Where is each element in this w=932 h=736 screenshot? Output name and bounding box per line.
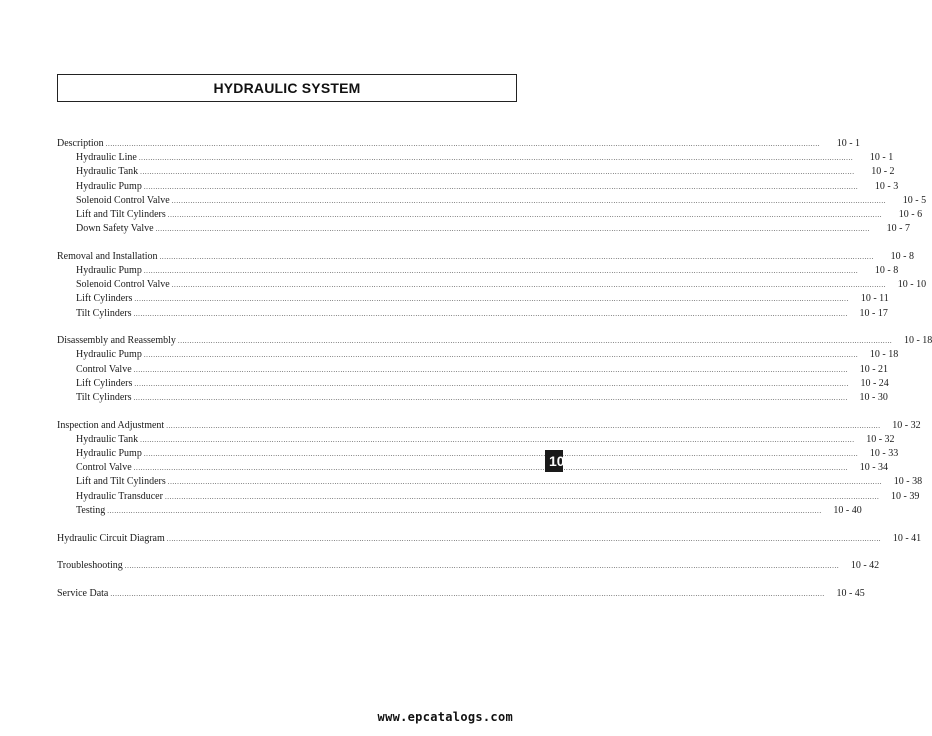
toc-dot-leader [172,194,886,208]
toc-page-number: 10 - 45 [836,587,865,599]
toc-page-number: 10 - 8 [874,265,899,276]
toc-entry-label: Hydraulic Pump [76,265,142,276]
toc-entry-label: Lift Cylinders [76,293,133,305]
toc-section [57,532,922,546]
toc-dot-leader [134,363,848,377]
toc-entry-label: Hydraulic Transducer [76,490,163,502]
toc-entry[interactable] [57,137,861,151]
toc-subentry[interactable] [57,490,920,504]
toc-subentry[interactable] [57,194,927,208]
toc-entry-label: Troubleshooting [57,560,123,572]
toc-page-number: 10 - 10 [897,279,927,291]
toc-entry-label: Lift and Tilt Cylinders [76,208,166,220]
toc-page-number: 10 - 32 [866,433,895,445]
toc-dot-leader [144,180,858,194]
toc-subentry[interactable] [57,363,889,377]
toc-page-number: 10 - 21 [859,363,889,375]
toc-page-number: 10 - 5 [902,194,927,206]
toc-page-number: 10 - 33 [869,448,899,460]
toc-page-number: 10 - 41 [892,532,922,544]
toc-entry-label: Disassembly and Reassembly [57,335,176,347]
toc-entry-label: Solenoid Control Valve [76,279,170,291]
toc-subentry[interactable] [57,348,899,362]
toc-page-number: 10 - 2 [871,166,895,178]
toc-page-number: 10 - 24 [860,377,889,389]
toc-dot-leader [168,208,882,222]
toc-entry-label: Hydraulic Line [76,152,137,164]
toc-entry-label: Hydraulic Pump [76,349,142,361]
toc-entry[interactable] [57,587,865,601]
toc-entry-label: Hydraulic Circuit Diagram [57,532,165,544]
toc-subentry[interactable] [57,278,927,292]
toc-entry[interactable] [57,559,880,573]
toc-subentry[interactable] [57,377,889,391]
chapter-tab [545,450,563,472]
toc-dot-leader [144,264,858,278]
toc-page-number: 10 - 7 [886,223,910,235]
toc-subentry[interactable] [57,504,862,518]
toc-entry-label: Hydraulic Pump [76,180,142,192]
toc-page-number: 10 - 39 [891,490,920,502]
toc-subentry[interactable] [57,475,923,489]
toc-subentry[interactable] [57,165,895,179]
title-box [57,74,517,102]
toc-dot-leader [140,433,854,447]
toc-entry-label: Solenoid Control Valve [76,194,170,206]
toc-section [57,559,880,573]
toc-dot-leader [168,475,882,489]
table-of-contents [57,137,932,615]
toc-entry-label: Hydraulic Pump [76,448,142,460]
toc-page-number: 10 - 1 [836,138,861,149]
toc-dot-leader [140,165,854,179]
toc-page-number: 10 - 32 [892,419,921,431]
toc-subentry[interactable] [57,208,923,222]
toc-subentry[interactable] [57,222,910,236]
toc-entry-label: Tilt Cylinders [76,392,132,403]
toc-page-number: 10 - 18 [869,349,899,361]
toc-dot-leader [133,391,847,405]
toc-page-number: 10 - 8 [890,250,914,262]
toc-entry-label: Control Valve [76,363,132,375]
toc-subentry[interactable] [57,447,899,461]
toc-page-number: 10 - 3 [874,180,899,192]
toc-page-number: 10 - 1 [869,152,894,164]
toc-entry-label: Tilt Cylinders [76,307,132,319]
toc-dot-leader [144,447,858,461]
toc-section [57,137,927,236]
toc-section [57,587,865,601]
toc-entry[interactable] [57,250,914,264]
toc-entry[interactable] [57,532,922,546]
toc-subentry[interactable] [57,264,899,278]
toc-dot-leader [133,307,847,321]
toc-entry-label: Control Valve [76,462,132,474]
toc-dot-leader [156,222,870,236]
toc-dot-leader [107,504,821,518]
toc-dot-leader [160,250,874,264]
toc-entry-label: Inspection and Adjustment [57,419,165,431]
toc-entry-label: Lift Cylinders [76,377,133,389]
toc-page-number: 10 - 38 [893,476,923,488]
toc-dot-leader [110,587,824,601]
toc-section [57,334,932,405]
toc-subentry[interactable] [57,151,894,165]
toc-dot-leader [166,419,880,433]
toc-dot-leader [144,348,858,362]
toc-page-number: 10 - 11 [860,293,889,305]
toc-dot-leader [165,490,879,504]
toc-entry[interactable] [57,419,921,433]
toc-dot-leader [139,151,853,165]
toc-dot-leader [167,532,881,546]
toc-page-number: 10 - 34 [859,462,889,474]
toc-entry-label: Lift and Tilt Cylinders [76,476,166,488]
toc-section [57,250,927,321]
toc-entry-label: Hydraulic Tank [76,433,139,445]
toc-page-number: 10 - 17 [859,307,888,319]
toc-page-number: 10 - 6 [898,208,923,220]
toc-entry-label: Removal and Installation [57,250,158,262]
toc-entry-label: Service Data [57,587,109,599]
toc-section [57,419,923,518]
toc-subentry[interactable] [57,292,889,306]
toc-page-number: 10 - 40 [833,504,862,516]
toc-subentry[interactable] [57,180,899,194]
chapter-tab-label: 10 [549,453,565,469]
toc-entry-label: Down Safety Valve [76,223,154,235]
toc-entry-label: Testing [76,504,106,516]
toc-dot-leader [178,334,892,348]
toc-dot-leader [106,137,820,151]
toc-dot-leader [172,278,886,292]
toc-dot-leader [134,292,848,306]
toc-entry-label: Description [57,138,104,149]
toc-subentry[interactable] [57,391,888,405]
toc-dot-leader [134,461,848,475]
toc-dot-leader [134,377,848,391]
page-title: HYDRAULIC SYSTEM [213,80,361,96]
toc-entry-label: Hydraulic Tank [76,166,139,178]
toc-page-number: 10 - 30 [859,392,888,403]
toc-page-number: 10 - 18 [903,335,932,347]
toc-entry[interactable] [57,334,932,348]
toc-page-number: 10 - 42 [850,560,880,572]
toc-subentry[interactable] [57,461,889,475]
toc-subentry[interactable] [57,433,895,447]
watermark: www.epcatalogs.com [377,710,513,724]
toc-dot-leader [125,559,839,573]
toc-subentry[interactable] [57,307,888,321]
